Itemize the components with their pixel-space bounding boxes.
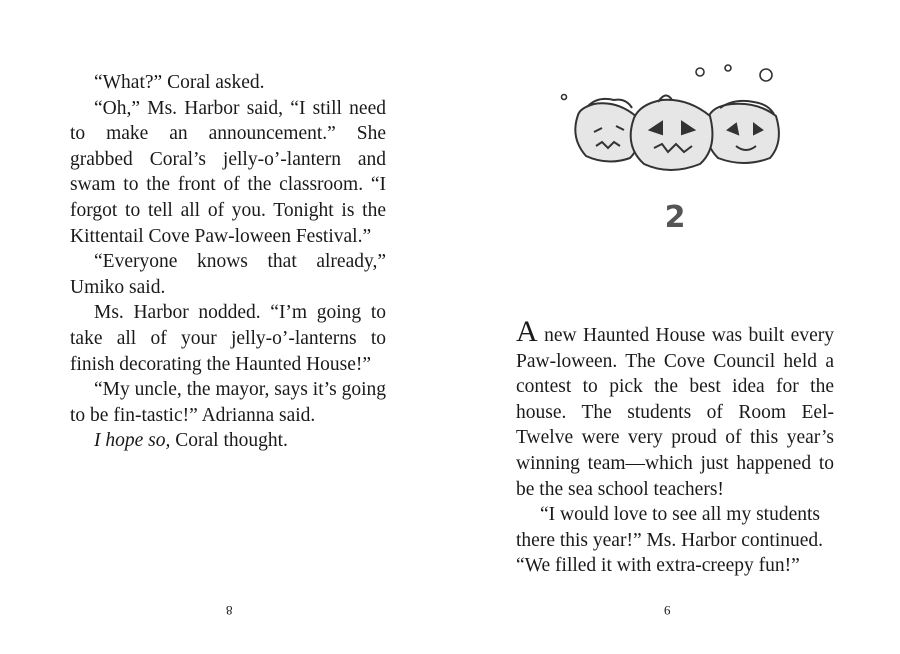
jelly-lantern-right — [706, 101, 779, 163]
paragraph: “What?” Coral asked. — [94, 72, 265, 93]
italic-thought: I hope so, — [94, 430, 171, 452]
jelly-lantern-illustration — [558, 60, 798, 180]
jelly-lantern-center — [631, 95, 713, 170]
thought-attribution: Coral thought. — [170, 430, 288, 452]
right-page — [450, 0, 900, 654]
page-number: 8 — [226, 603, 233, 618]
drop-cap: A — [516, 315, 538, 348]
paragraph: “Everyone knows that already,” Umiko said. — [70, 251, 386, 298]
bubble — [760, 69, 772, 81]
paragraph: “I would love to see all my students there this year!” Ms. Harbor continued. “We filled it with extra-creepy fun!” — [516, 504, 824, 577]
opening-paragraph-text: new Haunted House was built every Paw-loween. The Cove Council held a contest to pick the best idea for the house. The students of Room Eel-Twelve were very proud of this year’s winning team—which just happened to be the sea school teachers! — [516, 325, 834, 500]
right-page-text — [516, 315, 834, 579]
chapter-number: 2 — [664, 200, 686, 235]
bubble — [562, 95, 567, 100]
opening-paragraph — [516, 315, 834, 502]
bubble — [696, 68, 704, 76]
left-page-text — [70, 70, 386, 454]
page-number: 9 — [664, 603, 671, 618]
paragraph: Ms. Harbor nodded. “I’m going to take all of your jelly-o’-lanterns to finish decorating the Haunted House!” — [70, 302, 386, 375]
final-paragraph — [70, 428, 386, 454]
bubble — [725, 65, 731, 71]
paragraph: “My uncle, the mayor, says it’s going to be fin-tastic!” Adrianna said. — [70, 379, 386, 426]
paragraph: “Oh,” Ms. Harbor said, “I still need to make an announcement.” She grabbed Coral’s jelly-o’-lantern and swam to the front of the classroom. “I forgot to tell all of you. Tonight is the Kittentail Cove Paw-loween Festival.” — [70, 97, 386, 247]
